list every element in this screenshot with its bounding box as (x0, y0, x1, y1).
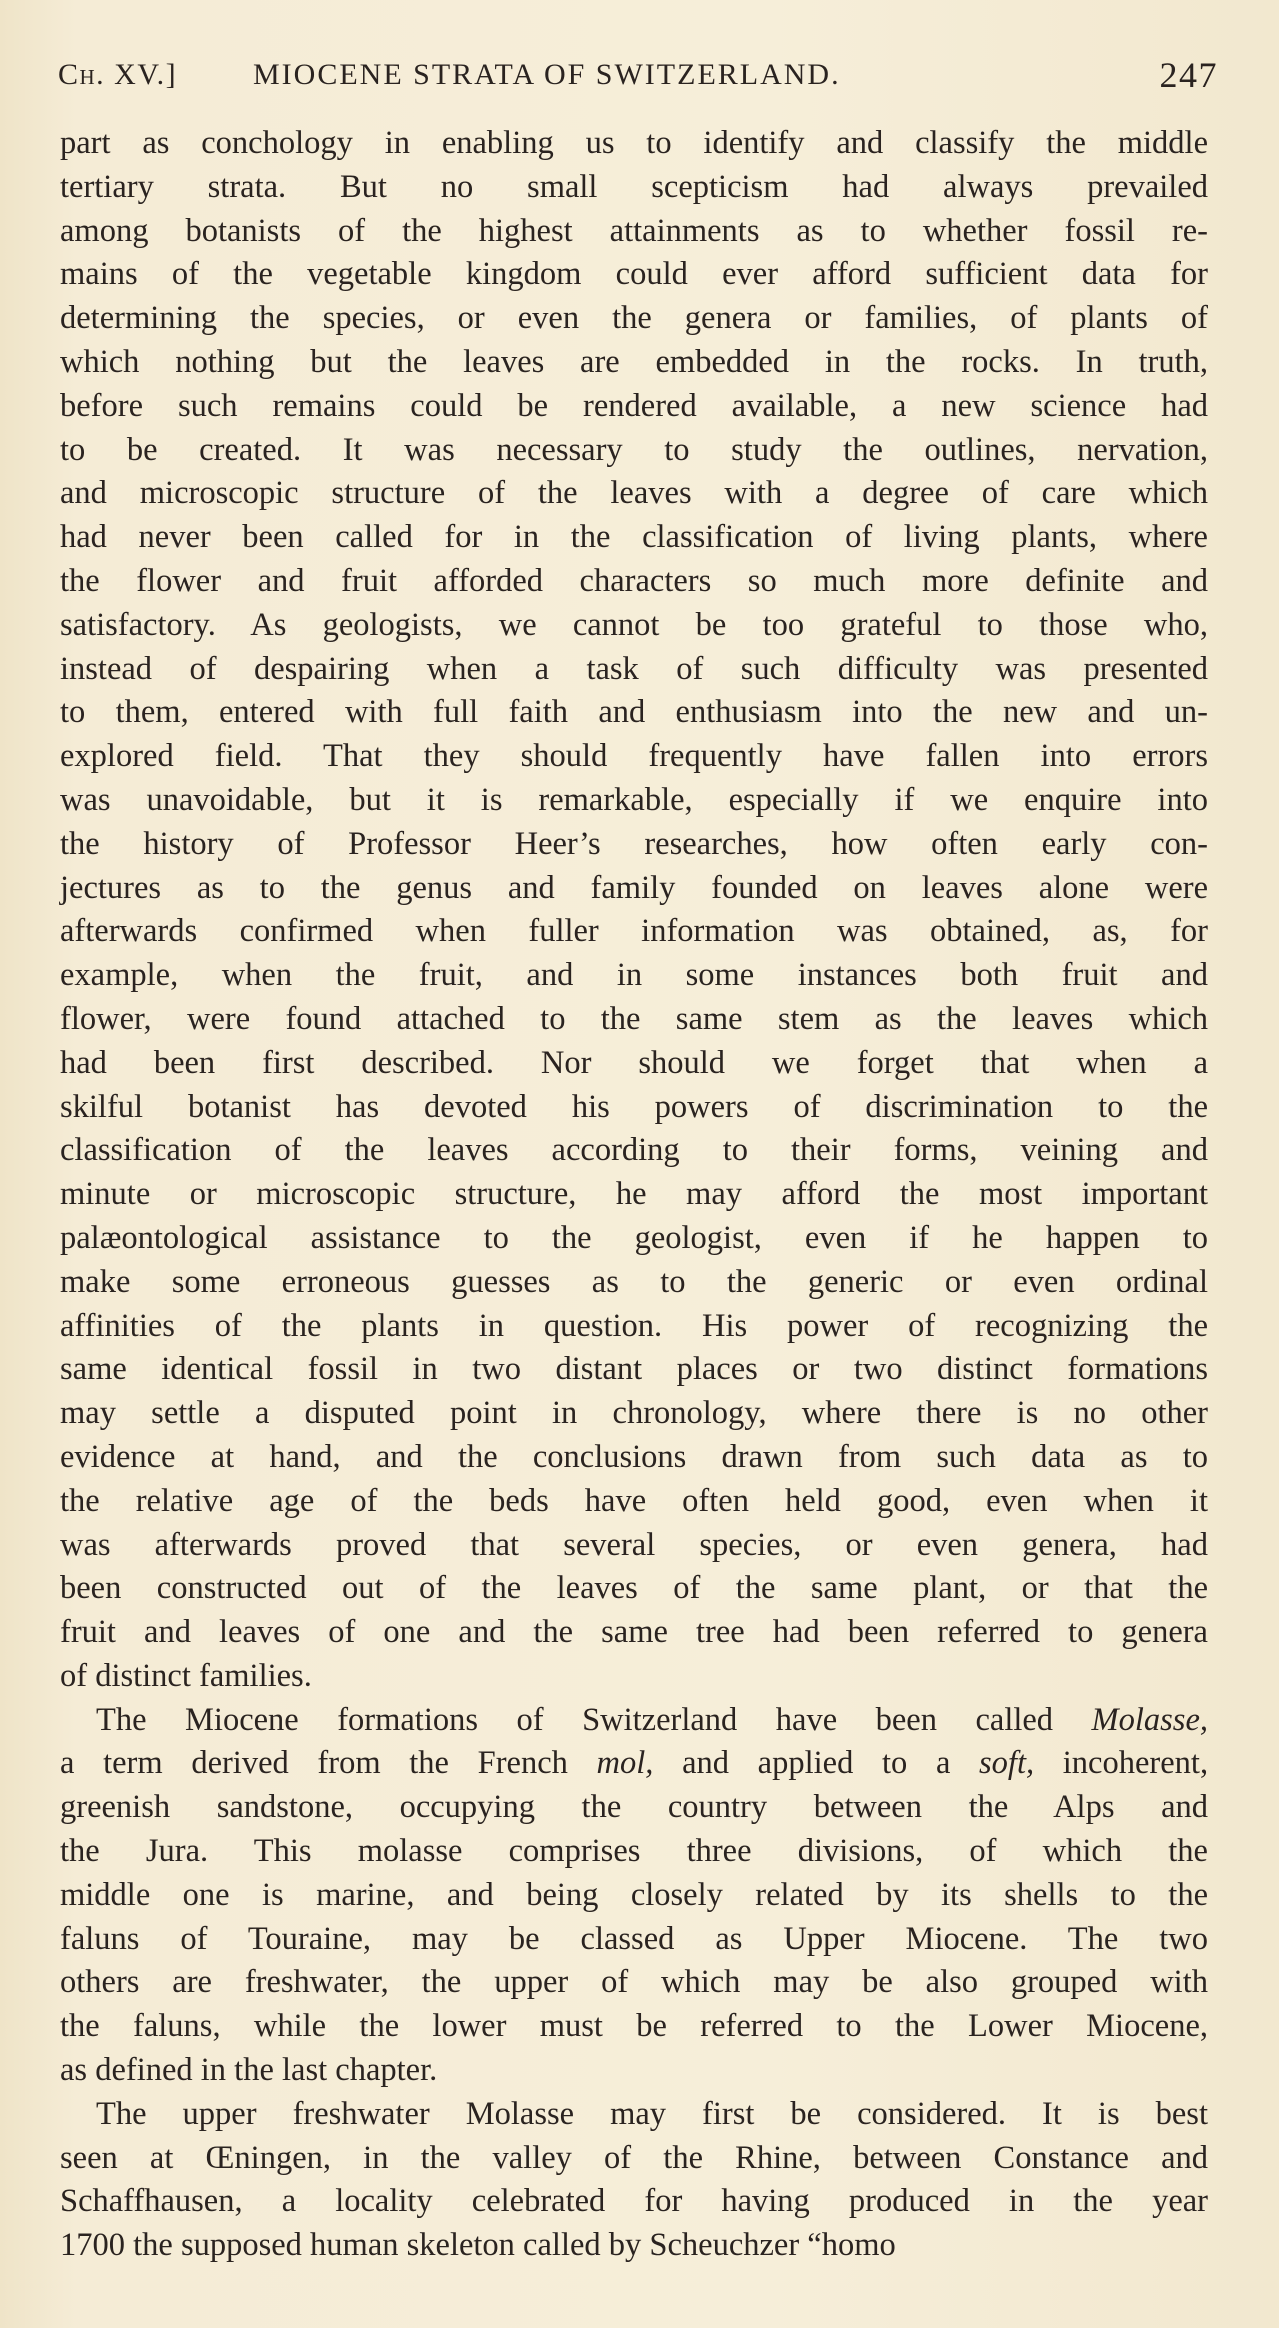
text-line: explored field. That they should frequently have fallen into errors (60, 738, 1208, 775)
text-line: others are freshwater, the upper of which may be also grouped with (60, 1964, 1208, 2001)
text-line: classification of the leaves according to their forms, veining and (60, 1132, 1208, 1169)
paragraph (60, 1699, 1208, 2093)
text-line: and microscopic structure of the leaves with a degree of care which (60, 475, 1208, 512)
text-line: to them, entered with full faith and enthusiasm into the new and un- (60, 694, 1208, 731)
text-line: was afterwards proved that several species, or even genera, had (60, 1526, 1208, 1563)
text-line: 1700 the supposed human skeleton called by Scheuchzer “homo (60, 2227, 896, 2264)
text-line: faluns of Touraine, may be classed as Upper Miocene. The two (60, 1920, 1208, 1957)
text-line: affinities of the plants in question. His power of recognizing the (60, 1307, 1208, 1344)
text-line: the Jura. This molasse comprises three divisions, of which the (60, 1833, 1208, 1870)
text-line: part as conchology in enabling us to identify and classify the middle (60, 125, 1208, 161)
text-line: the relative age of the beds have often held good, even when it (60, 1482, 1208, 1519)
text-line: flower, were found attached to the same stem as the leaves which (60, 1000, 1208, 1037)
text-line: same identical fossil in two distant places or two distinct formations (60, 1351, 1208, 1388)
text-line: of distinct families. (60, 1657, 312, 1694)
text-line: as defined in the last chapter. (60, 2052, 438, 2089)
text-line: been constructed out of the leaves of the same plant, or that the (60, 1570, 1208, 1607)
text-line: mains of the vegetable kingdom could ever afford sufficient data for (60, 256, 1208, 293)
text-line: example, when the fruit, and in some instances both fruit and (60, 957, 1208, 994)
text-line: skilful botanist has devoted his powers of discrimination to the (60, 1088, 1208, 1125)
text-line: minute or microscopic structure, he may afford the most important (60, 1176, 1208, 1213)
body-text (60, 122, 1208, 2268)
text-line: which nothing but the leaves are embedded in the rocks. In truth, (60, 343, 1208, 380)
text-line: the faluns, while the lower must be referred to the Lower Miocene, (60, 2008, 1208, 2045)
paragraph (60, 2093, 1208, 2268)
text-line: fruit and leaves of one and the same tree had been referred to genera (60, 1614, 1208, 1651)
text-line: Schaffhausen, a locality celebrated for having produced in the year (60, 2183, 1208, 2220)
text-line: instead of despairing when a task of such difficulty was presented (60, 650, 1208, 687)
text-line: among botanists of the highest attainments as to whether fossil re- (60, 212, 1208, 249)
text-line: was unavoidable, but it is remarkable, especially if we enquire into (60, 781, 1208, 818)
text-line: middle one is marine, and being closely related by its shells to the (60, 1876, 1208, 1913)
text-line: before such remains could be rendered available, a new science had (60, 387, 1208, 424)
text-line: afterwards confirmed when fuller information was obtained, as, for (60, 913, 1208, 950)
text-line: had never been called for in the classification of living plants, where (60, 519, 1208, 556)
running-head (58, 54, 1218, 104)
text-line: may settle a disputed point in chronology, where there is no other (60, 1395, 1208, 1432)
text-line: The upper freshwater Molasse may first be considered. It is best (96, 2095, 1208, 2132)
text-line: the history of Professor Heer’s researches, how often early con- (60, 825, 1208, 862)
text-line: the flower and fruit afforded characters so much more definite and (60, 562, 1208, 599)
text-line: seen at Œningen, in the valley of the Rhine, between Constance and (60, 2139, 1208, 2176)
paragraph (60, 122, 1208, 1699)
page-number: 247 (1159, 55, 1218, 95)
text-line: jectures as to the genus and family founded on leaves alone were (60, 869, 1208, 906)
text-line: to be created. It was necessary to study the outlines, nervation, (60, 431, 1208, 468)
text-line: determining the species, or even the genera or families, of plants of (60, 300, 1208, 337)
text-line: had been first described. Nor should we forget that when a (60, 1044, 1208, 1081)
text-line: palæontological assistance to the geologist, even if he happen to (60, 1219, 1208, 1256)
text-line: greenish sandstone, occupying the country between the Alps and (60, 1789, 1208, 1826)
running-title: MIOCENE STRATA OF SWITZERLAND. (253, 58, 841, 91)
chapter-reference: Ch. XV.] (58, 58, 178, 91)
text-line: a term derived from the French mol, and applied to a soft, incoherent, (60, 1745, 1209, 1782)
text-line: tertiary strata. But no small scepticism had always prevailed (60, 168, 1208, 205)
text-line: The Miocene formations of Switzerland have been called Molasse, (96, 1701, 1208, 1738)
text-line: satisfactory. As geologists, we cannot be too grateful to those who, (60, 606, 1208, 643)
text-line: evidence at hand, and the conclusions drawn from such data as to (60, 1438, 1208, 1475)
text-line: make some erroneous guesses as to the generic or even ordinal (60, 1263, 1208, 1300)
